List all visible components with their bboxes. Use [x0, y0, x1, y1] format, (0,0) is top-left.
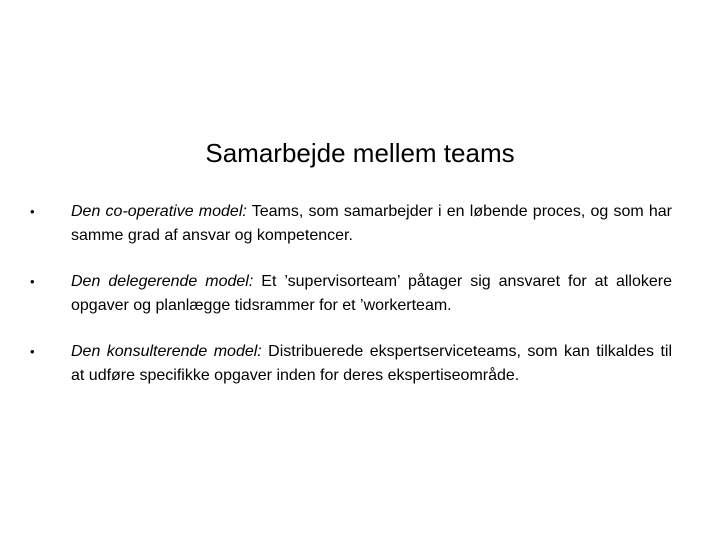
bullet-item-co-operative	[30, 200, 672, 248]
bullet-list	[30, 200, 672, 410]
model-description: Et ’supervisorteam’ påtager sig ansvaret for at allokere opgaver og planlægge tidsrammer for et ’workerteam.	[71, 273, 673, 314]
slide-title: Samarbejde mellem teams	[205, 138, 515, 168]
model-name: Den co-operative model:	[71, 203, 247, 220]
bullet-icon: •	[30, 274, 35, 289]
bullet-icon: •	[30, 204, 35, 219]
bullet-item-delegerende	[30, 270, 672, 318]
model-name: Den konsulterende model:	[71, 343, 262, 360]
bullet-item-konsulterende	[30, 340, 672, 388]
bullet-icon: •	[30, 344, 35, 359]
model-name: Den delegerende model:	[71, 273, 254, 290]
model-description: Distribuerede ekspertserviceteams, som kan tilkaldes til at udføre specifikke opgaver inden for deres ekspertiseområde.	[71, 343, 673, 384]
model-description: Teams, som samarbejder i en løbende proces, og som har samme grad af ansvar og kompetencer.	[71, 203, 672, 244]
